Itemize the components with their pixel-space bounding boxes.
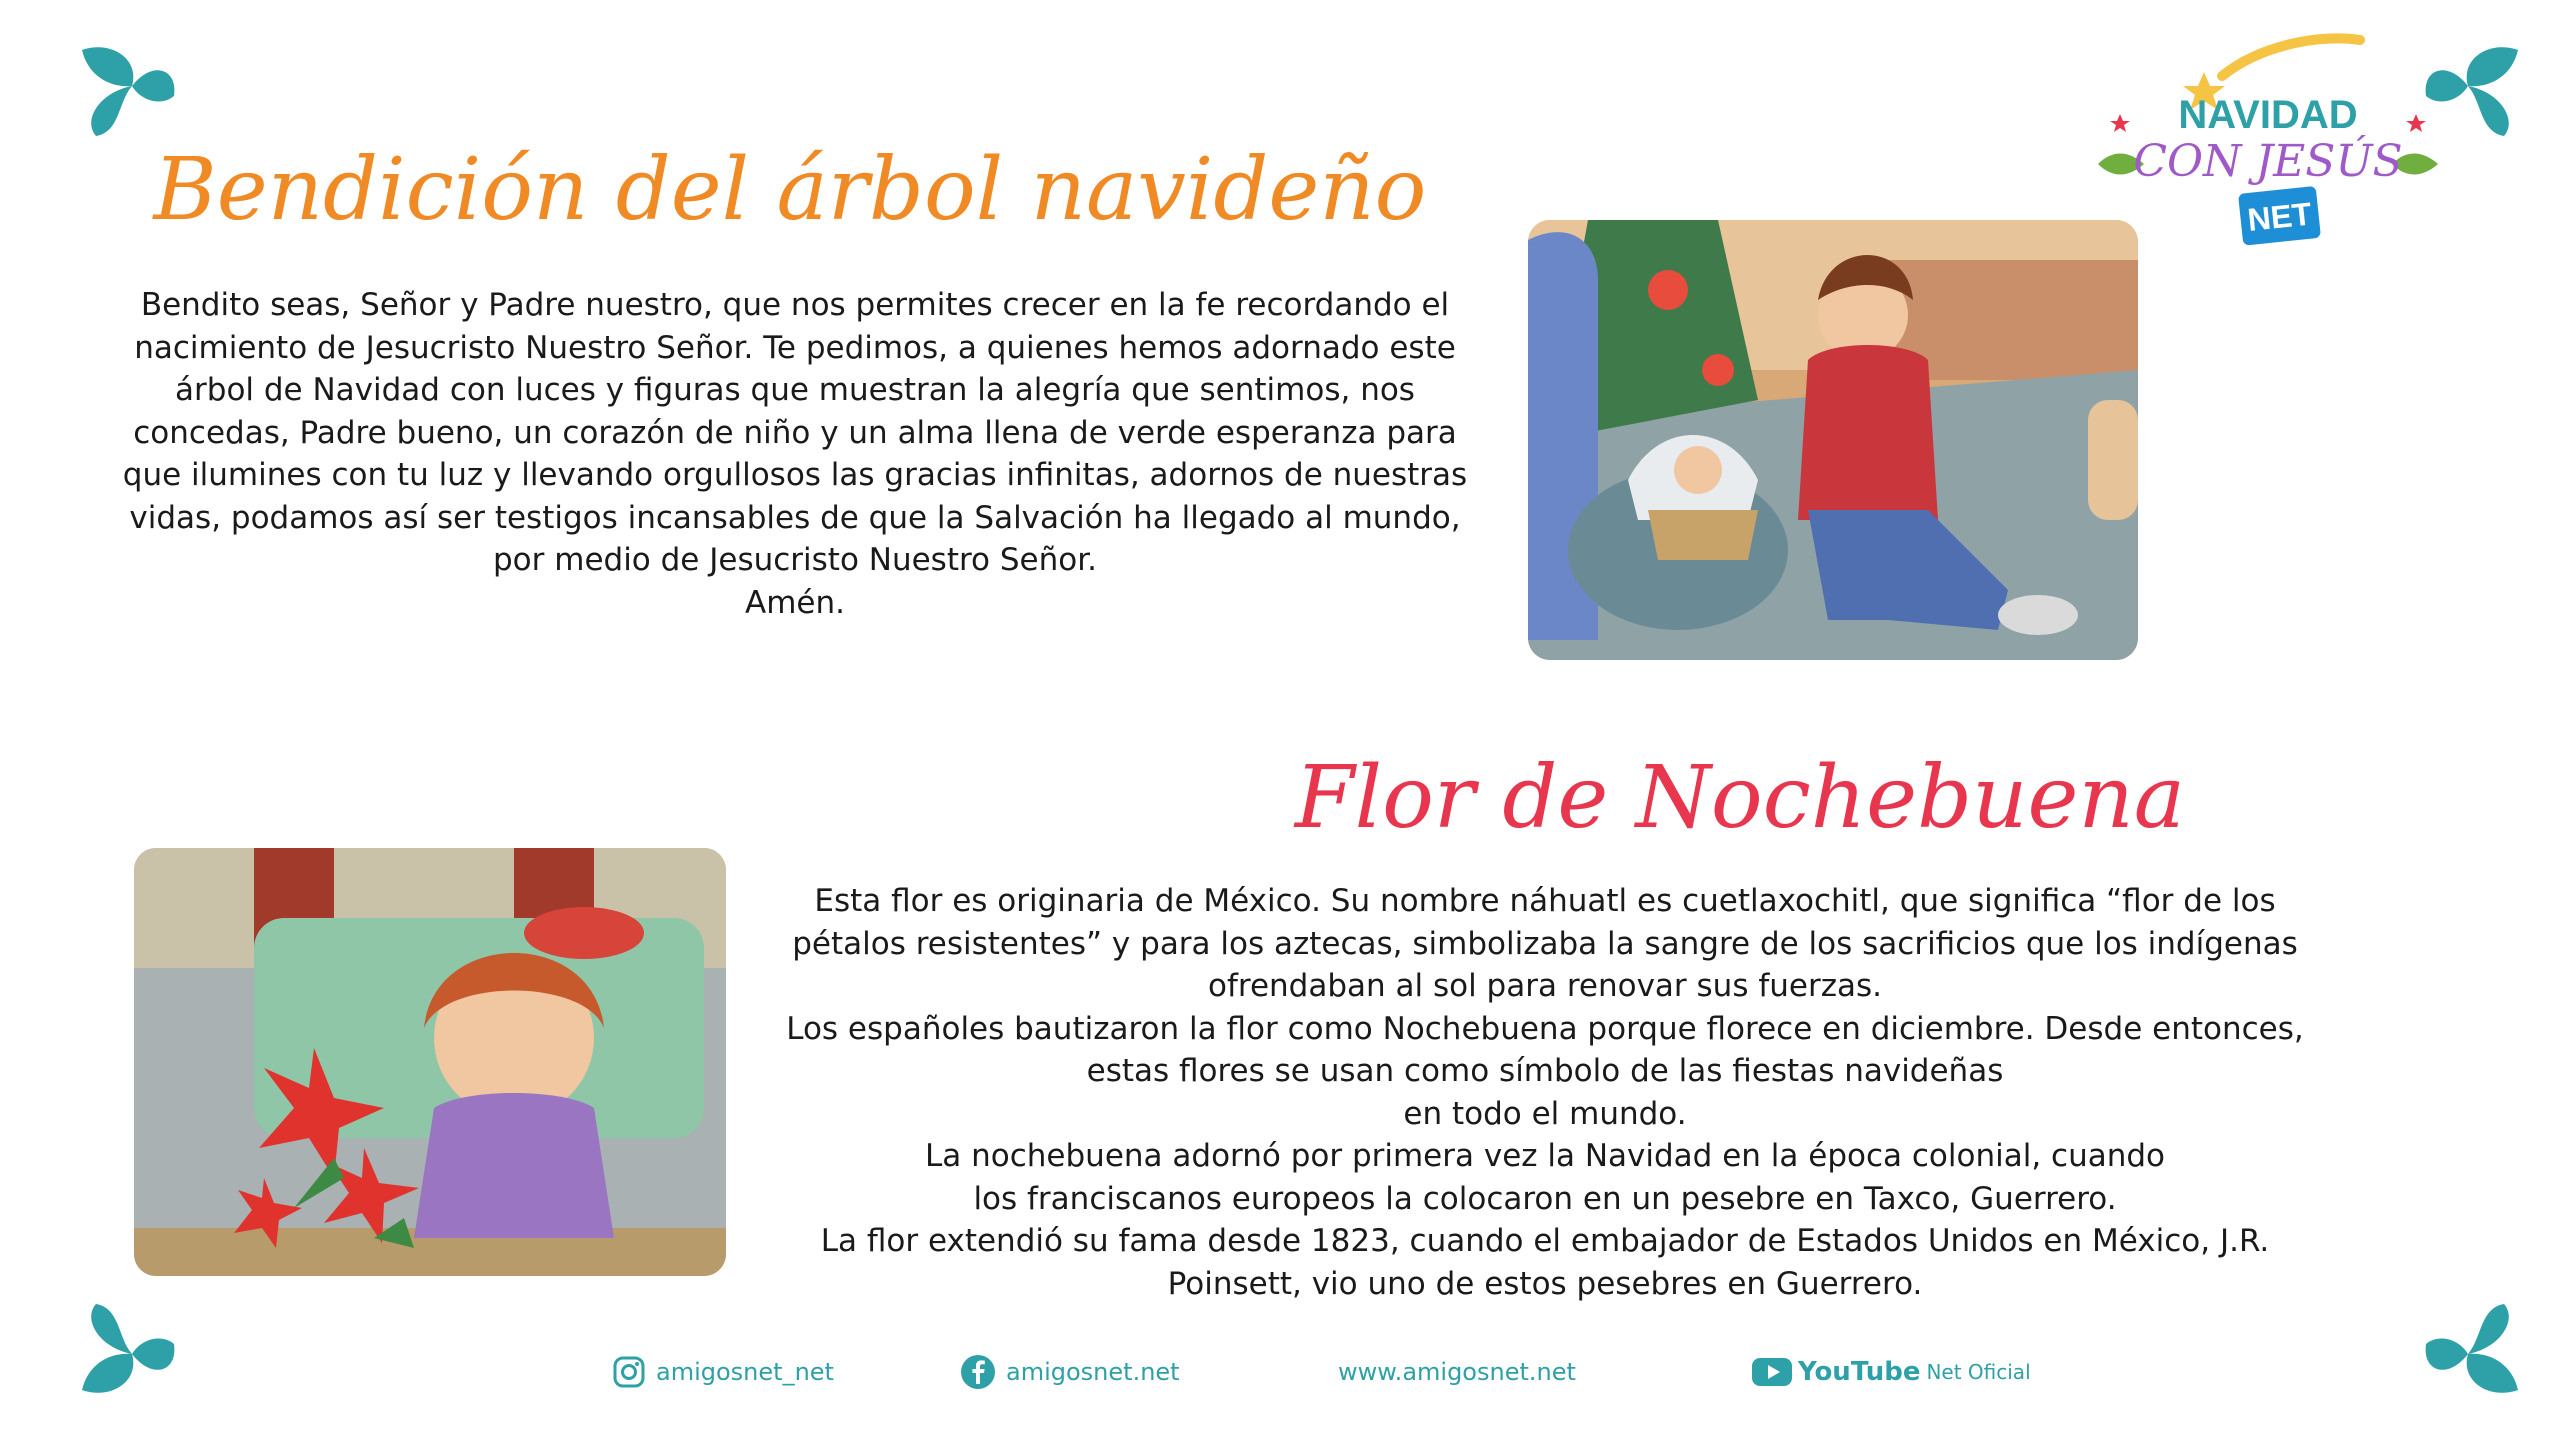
instagram-handle: amigosnet_net	[656, 1358, 834, 1386]
poinsettia-line: estas flores se usan como símbolo de las fiestas navideñas	[1086, 1053, 2004, 1089]
youtube-channel: Net Oficial	[1926, 1360, 2031, 1384]
prayer-line: Amén.	[745, 584, 845, 621]
poinsettia-line: La flor extendió su fama desde 1823, cuando el embajador de Estados Unidos en México, J.R.	[820, 1223, 2270, 1259]
instagram-link[interactable]	[612, 1352, 834, 1392]
poinsettia-line: los franciscanos europeos la colocaron en un pesebre en Taxco, Guerrero.	[973, 1180, 2117, 1217]
facebook-icon	[960, 1354, 996, 1390]
poinsettia-text	[755, 880, 2335, 1305]
logo-artwork	[2092, 24, 2444, 270]
facebook-handle: amigosnet.net	[1006, 1358, 1180, 1386]
prayer-line: árbol de Navidad con luces y figuras que muestran la alegría que sentimos, nos	[175, 372, 1415, 408]
prayer-line: Bendito seas, Señor y Padre nuestro, que nos permites crecer en la fe recordando el	[140, 287, 1450, 323]
page-title-poinsettia: Flor de Nochebuena	[1294, 748, 2186, 848]
corner-leaf-icon-top-left	[70, 40, 180, 150]
prayer-line: por medio de Jesucristo Nuestro Señor.	[493, 542, 1097, 578]
navidad-con-jesus-logo	[2092, 24, 2444, 270]
poinsettia-line: Esta flor es originaria de México. Su nombre náhuatl es cuetlaxochitl, que significa “flor de los	[814, 883, 2276, 919]
prayer-line: que ilumines con tu luz y llevando orgullosos las gracias infinitas, adornos de nuestras	[122, 457, 1468, 493]
nativity-illustration	[1528, 220, 2138, 660]
website-url: www.amigosnet.net	[1338, 1358, 1576, 1386]
youtube-wordmark: YouTube	[1798, 1357, 1921, 1387]
poinsettia-illustration	[134, 848, 726, 1276]
corner-leaf-icon-bottom-right	[2420, 1290, 2530, 1400]
logo-line1: NAVIDAD	[2178, 93, 2358, 137]
website-link[interactable]	[1338, 1352, 1576, 1392]
prayer-text	[90, 284, 1500, 624]
corner-leaf-icon-bottom-left	[70, 1290, 180, 1400]
poinsettia-line: pétalos resistentes” y para los aztecas, simbolizaba la sangre de los sacrificios que los indígenas	[792, 925, 2298, 962]
youtube-link[interactable]	[1752, 1352, 2031, 1392]
youtube-icon	[1752, 1358, 1792, 1386]
poinsettia-line: La nochebuena adornó por primera vez la Navidad en la época colonial, cuando	[925, 1138, 2165, 1174]
prayer-line: concedas, Padre bueno, un corazón de niño y un alma llena de verde esperanza para	[133, 414, 1457, 451]
poinsettia-line: Poinsett, vio uno de estos pesebres en Guerrero.	[1167, 1265, 1923, 1302]
facebook-link[interactable]	[960, 1352, 1180, 1392]
logo-line2: CON JESÚS	[2133, 136, 2403, 187]
poinsettia-line: Los españoles bautizaron la flor como Nochebuena porque florece en diciembre. Desde entonces,	[786, 1010, 2304, 1047]
prayer-line: vidas, podamos así ser testigos incansables de que la Salvación ha llegado al mundo,	[129, 499, 1461, 536]
prayer-line: nacimiento de Jesucristo Nuestro Señor. Te pedimos, a quienes hemos adornado este	[134, 329, 1456, 366]
instagram-icon	[612, 1355, 646, 1389]
poinsettia-line: ofrendaban al sol para renovar sus fuerzas.	[1208, 968, 1882, 1004]
logo-badge: NET	[2245, 195, 2314, 239]
page-title-blessing: Bendición del árbol navideño	[153, 140, 1427, 240]
poinsettia-line: en todo el mundo.	[1403, 1095, 1687, 1132]
